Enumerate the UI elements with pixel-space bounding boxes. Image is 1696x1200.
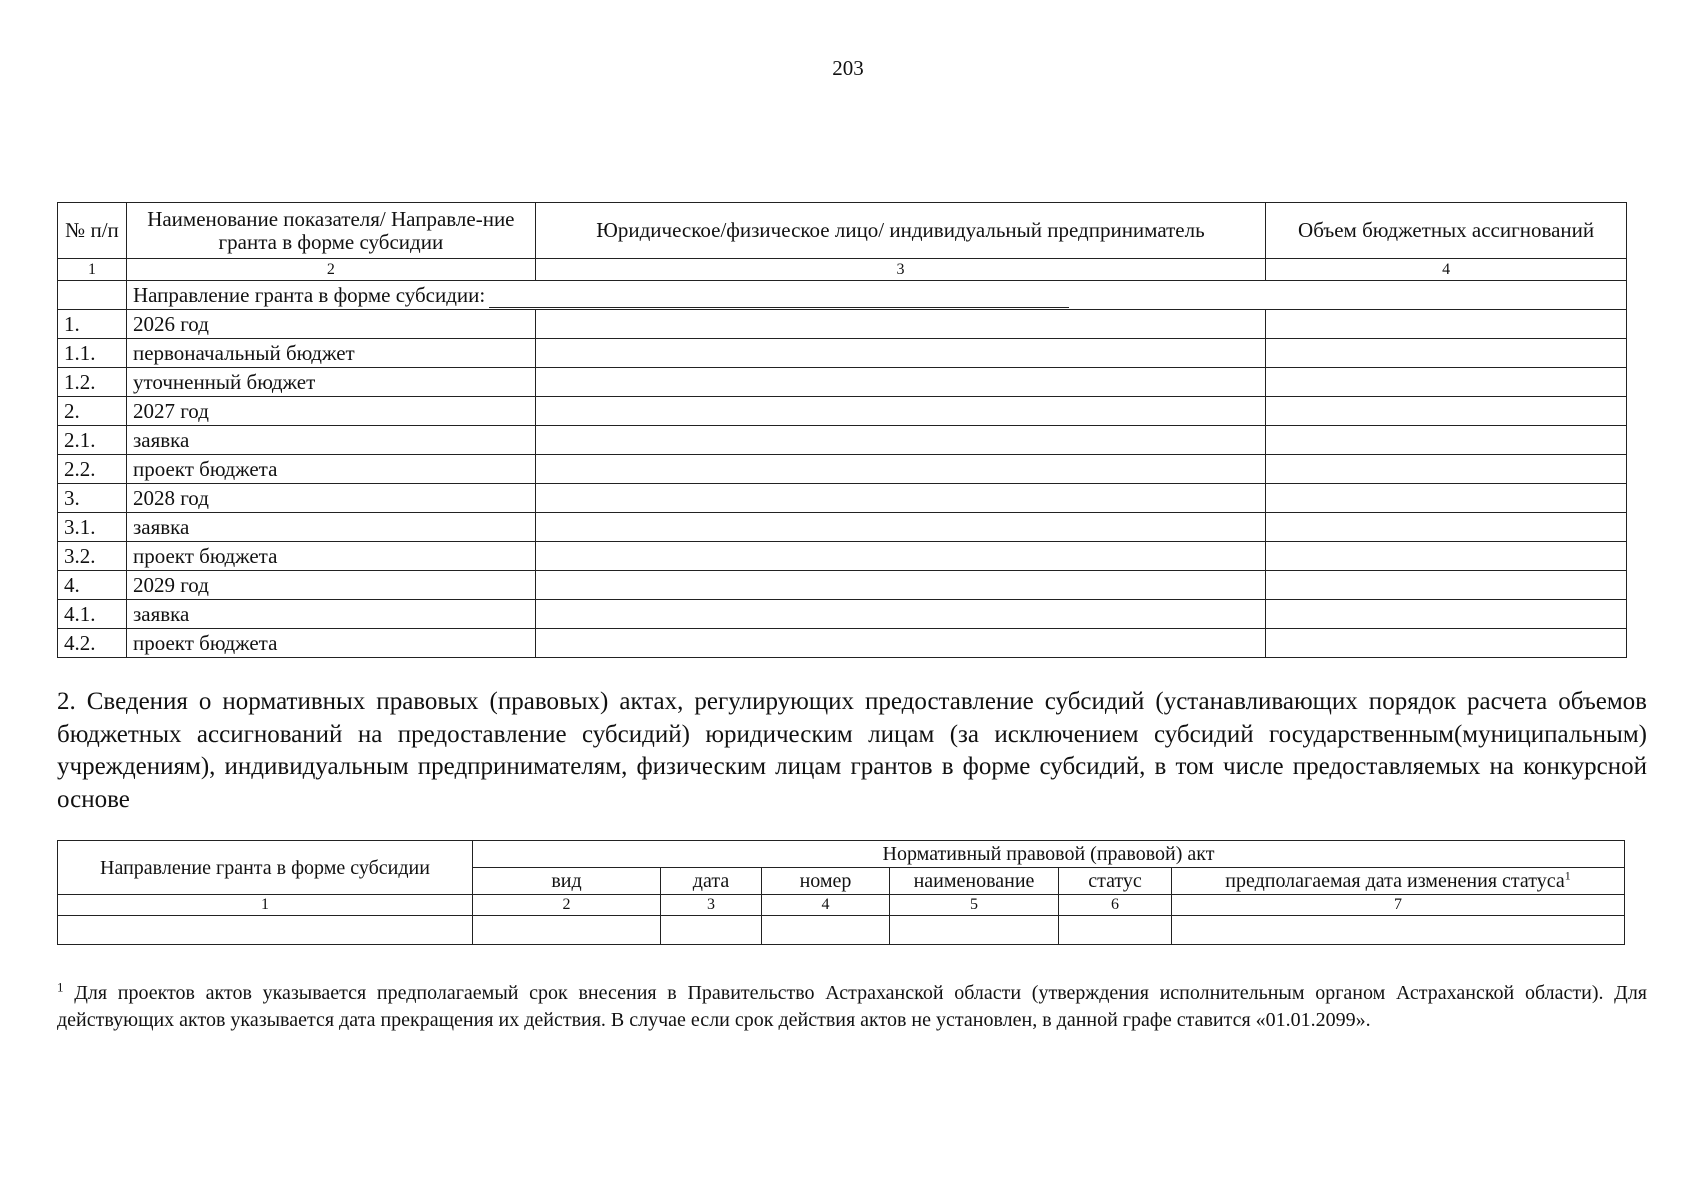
header-act-name: наименование	[890, 868, 1059, 895]
amount-cell	[1266, 542, 1627, 571]
column-number: 1	[58, 895, 473, 916]
amount-cell	[1266, 600, 1627, 629]
table1-header-row	[58, 203, 1627, 259]
entity-cell	[535, 339, 1265, 368]
footnote-marker: 1	[1564, 868, 1571, 883]
table2-header-row-1	[58, 841, 1625, 868]
column-number: 3	[535, 259, 1265, 281]
row-name: уточненный бюджет	[126, 368, 535, 397]
row-number: 2.2.	[58, 455, 127, 484]
table-row	[58, 571, 1627, 600]
entity-cell	[535, 571, 1265, 600]
row-number: 3.1.	[58, 513, 127, 542]
row-name: 2026 год	[126, 310, 535, 339]
footnote	[57, 980, 1647, 1034]
row-number: 4.2.	[58, 629, 127, 658]
footnote-text: Для проектов актов указывается предполагаемый срок внесения в Правительство Астраханской области (утверждения исполнительным органом Астраханской области). Для действующих актов указывается дата прекращения их действия. В случае если срок действия актов не установлен, в данной графе ставится «01.01.2099».	[57, 982, 1648, 1031]
section-label: Направление гранта в форме субсидии:	[132, 283, 486, 307]
table-row	[58, 310, 1627, 339]
row-number: 4.	[58, 571, 127, 600]
header-act-date: дата	[661, 868, 762, 895]
table-row	[58, 397, 1627, 426]
entity-cell	[535, 542, 1265, 571]
empty-cell	[1172, 916, 1625, 945]
empty-cell	[58, 916, 473, 945]
amount-cell	[1266, 368, 1627, 397]
column-number: 1	[58, 259, 127, 281]
row-number: 3.2.	[58, 542, 127, 571]
empty-cell	[661, 916, 762, 945]
header-legal-entity: Юридическое/физическое лицо/ индивидуальный предприниматель	[535, 203, 1265, 259]
header-status-change-date	[1172, 868, 1625, 895]
amount-cell	[1266, 339, 1627, 368]
column-number: 6	[1059, 895, 1172, 916]
entity-cell	[535, 310, 1265, 339]
column-number: 4	[1266, 259, 1627, 281]
page-number: 203	[832, 56, 864, 80]
empty-cell	[890, 916, 1059, 945]
header-indicator-name: Наименование показателя/ Направле-ние гранта в форме субсидии	[126, 203, 535, 259]
row-name: заявка	[126, 600, 535, 629]
column-number: 5	[890, 895, 1059, 916]
amount-cell	[1266, 571, 1627, 600]
entity-cell	[535, 629, 1265, 658]
entity-cell	[535, 426, 1265, 455]
entity-cell	[535, 368, 1265, 397]
header-act-number: номер	[762, 868, 890, 895]
table-row	[58, 916, 1625, 945]
amount-cell	[1266, 397, 1627, 426]
row-name: первоначальный бюджет	[126, 339, 535, 368]
table-row	[58, 484, 1627, 513]
row-number: 3.	[58, 484, 127, 513]
row-name: проект бюджета	[126, 542, 535, 571]
section-empty-cell	[58, 281, 127, 310]
section-row	[58, 281, 1627, 310]
header-act-status: статус	[1059, 868, 1172, 895]
table-row	[58, 542, 1627, 571]
row-name: проект бюджета	[126, 629, 535, 658]
table1-column-numbers	[58, 259, 1627, 281]
row-name: заявка	[126, 513, 535, 542]
row-name: 2028 год	[126, 484, 535, 513]
column-number: 4	[762, 895, 890, 916]
amount-cell	[1266, 513, 1627, 542]
column-number: 2	[126, 259, 535, 281]
section-label-cell	[126, 281, 1626, 310]
fill-in-line	[489, 287, 1069, 308]
header-normative-act: Нормативный правовой (правовой) акт	[473, 841, 1625, 868]
entity-cell	[535, 455, 1265, 484]
normative-acts-table	[57, 840, 1625, 945]
table-row	[58, 513, 1627, 542]
row-name: 2027 год	[126, 397, 535, 426]
header-grant-direction: Направление гранта в форме субсидии	[58, 841, 473, 895]
table-row	[58, 600, 1627, 629]
footnote-mark: 1	[57, 979, 64, 995]
table-row	[58, 629, 1627, 658]
header-row-number: № п/п	[58, 203, 127, 259]
table-row	[58, 455, 1627, 484]
row-number: 2.1.	[58, 426, 127, 455]
row-number: 4.1.	[58, 600, 127, 629]
column-number: 7	[1172, 895, 1625, 916]
row-name: заявка	[126, 426, 535, 455]
entity-cell	[535, 513, 1265, 542]
row-number: 2.	[58, 397, 127, 426]
column-number: 2	[473, 895, 661, 916]
row-name: 2029 год	[126, 571, 535, 600]
empty-cell	[762, 916, 890, 945]
table-row	[58, 426, 1627, 455]
empty-cell	[473, 916, 661, 945]
section-2-paragraph: 2. Сведения о нормативных правовых (правовых) актах, регулирующих предоставление субсидий (устанавливающих порядок расчета объемов бюджетных ассигнований на предоставление субсидий) юридическим лицам (за исключением субсидий государственным(муниципальным) учреждениям), индивидуальным предпринимателям, физическим лицам грантов в форме субсидий, в том числе предоставляемых на конкурсной основе	[57, 688, 1647, 813]
empty-cell	[1059, 916, 1172, 945]
amount-cell	[1266, 455, 1627, 484]
row-number: 1.1.	[58, 339, 127, 368]
amount-cell	[1266, 484, 1627, 513]
amount-cell	[1266, 310, 1627, 339]
entity-cell	[535, 600, 1265, 629]
header-act-type: вид	[473, 868, 661, 895]
row-number: 1.	[58, 310, 127, 339]
budget-allocation-table	[57, 202, 1627, 658]
header-status-change-date-text: предполагаемая дата изменения статуса	[1225, 870, 1565, 892]
amount-cell	[1266, 629, 1627, 658]
header-budget-volume: Объем бюджетных ассигнований	[1266, 203, 1627, 259]
row-number: 1.2.	[58, 368, 127, 397]
table-row	[58, 368, 1627, 397]
entity-cell	[535, 397, 1265, 426]
entity-cell	[535, 484, 1265, 513]
table2-column-numbers	[58, 895, 1625, 916]
column-number: 3	[661, 895, 762, 916]
amount-cell	[1266, 426, 1627, 455]
table-row	[58, 339, 1627, 368]
row-name: проект бюджета	[126, 455, 535, 484]
